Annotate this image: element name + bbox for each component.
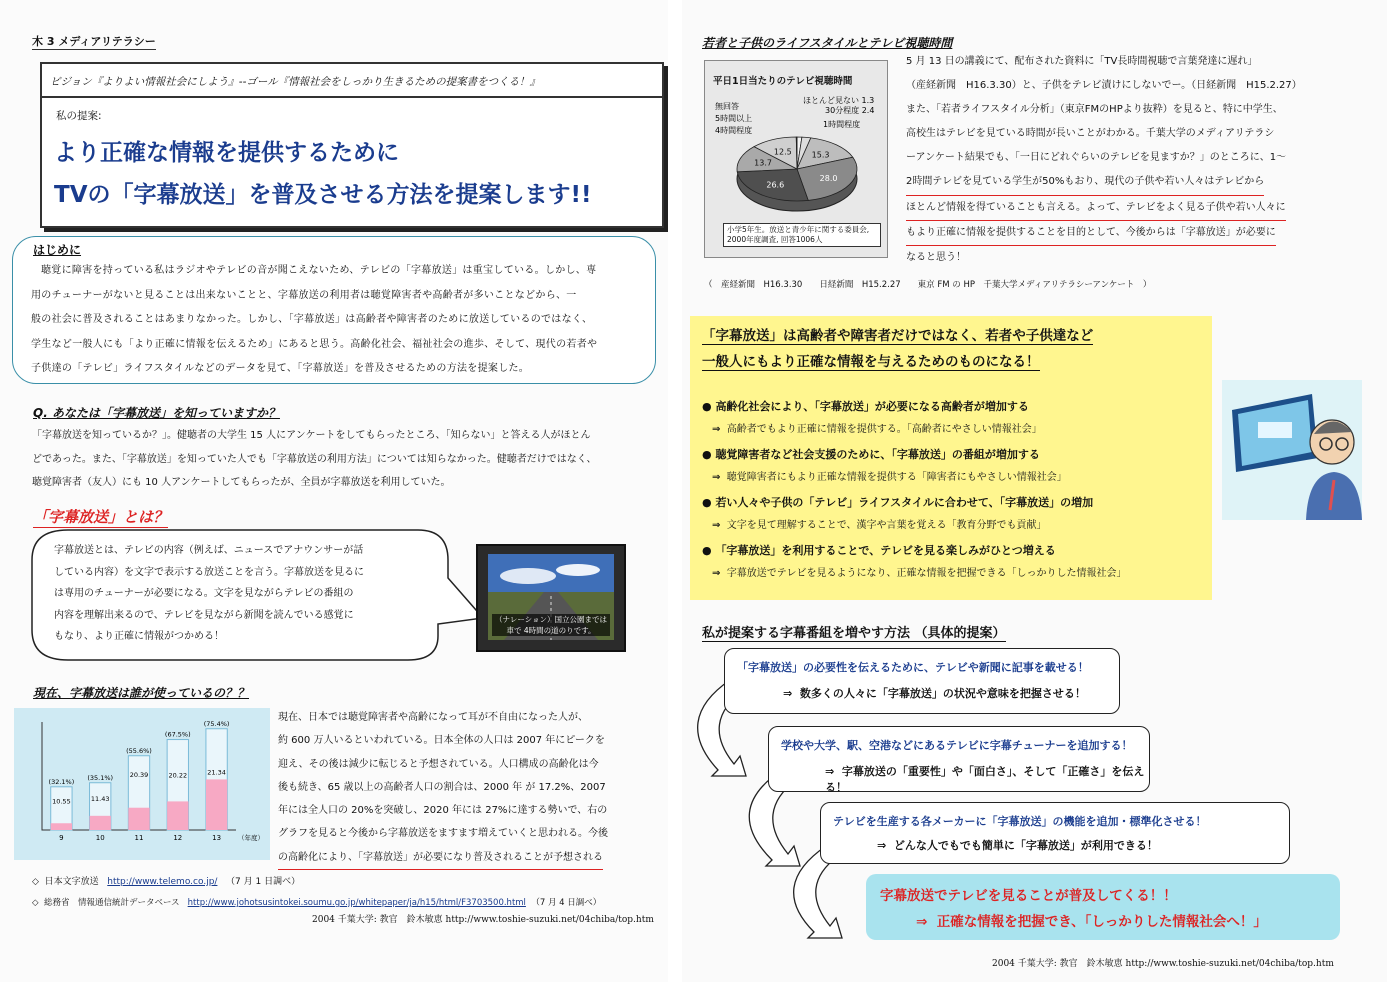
class-label: 木 3 メディアリテラシー	[32, 35, 156, 48]
final-line-1: 字幕放送でテレビを見ることが普及してくる！！	[880, 888, 1177, 904]
bullet-sub: 聴覚障害者にもより正確な情報を提供する「障害者にもやさしい情報社会」	[726, 472, 1067, 483]
ref-2: ◇ 総務省 情報通信統計データベース http://www.johotsusintokei.soumu.go.jp/whitepaper/ja/h15/html/F3703500.html （7 月 4 日調べ）	[32, 898, 602, 908]
ref-1: ◇ 日本文字放送 http://www.telemo.co.jp/ （7 月 1 日調べ）	[32, 877, 301, 887]
right-text	[906, 50, 1387, 270]
bubble-line: している内容）を文字で表示する放送ことを言う。字幕放送を見るに	[54, 566, 364, 578]
pie-source: 小学5年生。放送と青少年に関する委員会, 2000年度調査, 回答1006人	[723, 223, 881, 247]
pie-slice-label: 1時間程度	[823, 120, 861, 129]
bubble-line: 内容を理解出来るので、テレビを見ながら新聞を読んでいる感覚に	[54, 609, 354, 621]
bar-tick-label: 11	[134, 834, 144, 842]
bar-tick-label: 12	[173, 834, 183, 842]
final-box	[866, 874, 1340, 940]
intro-line: 学生など一般人にも「より正確に情報を伝えるため」にあると思う。高齢化社会、福祉社会の進歩、そして、現代の若者や	[31, 338, 598, 350]
step-title: 「字幕放送」の必要性を伝えるために、テレビや新聞に記事を載せる！	[737, 661, 1089, 674]
bullet-sub: 字幕放送でテレビを見るようになり、正確な情報を把握できる「しっかりした情報社会」	[726, 568, 1127, 579]
arrow-icon: ⇒	[712, 472, 721, 483]
bullet-dot-icon: ●	[702, 544, 716, 557]
bullet-sub: 高齢者でもより正確に情報を提供する。「高齢者にやさしい情報社会」	[726, 424, 1042, 435]
yellow-box	[690, 316, 1212, 600]
right-line: 5 月 13 日の講義にて、配布された資料に「TV長時間視聴で言葉発達に遅れ」	[906, 56, 1258, 67]
arrow-icon: ⇒	[877, 839, 887, 852]
intro-box	[12, 236, 656, 384]
right-line: 2時間テレビを見ている学生が50%もおり、現代の子供や若い人々はテレビから	[906, 170, 1264, 195]
bar-tick-label: 10	[95, 834, 105, 842]
bullet-sub: 文字を見て理解することで、漢字や言葉を覚える「教育分野でも貢献」	[726, 520, 1047, 531]
final-line-2	[916, 910, 1267, 930]
bar-label: (67.5%)	[164, 730, 191, 739]
bullet-item	[702, 446, 1127, 494]
pie-slice-label: 5時間以上	[715, 114, 753, 123]
step-title: 学校や大学、駅、空港などにあるテレビに字幕チューナーを追加する！	[781, 739, 1133, 752]
yellow-title-1: 「字幕放送」は高齢者や障害者だけではなく、若者や子供達など	[702, 324, 1093, 345]
who-line: 後も続き、65 歳以上の高齢者人口の割合は、2000 年 が 17.2%、2007	[278, 781, 606, 793]
bar-label: (32.1%)	[48, 777, 75, 786]
ref-link[interactable]: http://www.johotsusintokei.soumu.go.jp/whitepaper/ja/h15/html/F3703500.html	[187, 898, 526, 908]
q-heading: Q. あなたは「字幕放送」を知っていますか？	[33, 406, 280, 420]
step-box-3	[820, 802, 1290, 864]
who-line: グラフを見ると今後から字幕放送をますます増えていくと思われる。今後	[278, 828, 608, 840]
bar-segment	[206, 779, 227, 830]
right-line: なると思う！	[906, 251, 966, 263]
bar-segment	[167, 801, 188, 830]
who-line: 現在、日本では聴覚障害者や高齢になって耳が不自由になった人が、	[278, 712, 588, 723]
arrow-icon: ⇒	[916, 914, 928, 930]
ref-label: 総務省 情報通信統計データベース	[43, 898, 180, 908]
intro-line: 子供達の「テレビ」ライフスタイルなどのデータを見て、「字幕放送」を普及させるための方法を提案した。	[31, 363, 530, 374]
final-line-2-text: 正確な情報を把握でき、「しっかりした情報社会へ！」	[936, 914, 1267, 930]
bar-segment	[90, 816, 111, 830]
bar-value-label: 20.22	[168, 771, 188, 780]
q-line: 「字幕放送を知っているか？」。健聴者の大学生 15 人にアンケートをしてもらったところ、「知らない」と答える人がほとん	[32, 430, 591, 441]
page-title-line1: より正確な情報を提供するために	[54, 140, 399, 166]
bullet-item	[702, 494, 1127, 542]
step-result-text: 数多くの人々に「字幕放送」の状況や意味を把握させる！	[799, 687, 1086, 700]
step-result	[877, 837, 1158, 853]
intro-line: 用のチューナーがないと見ることは出来ないことと、字幕放送の利用者は聴覚障害者や高齢者が多いことなどから、一	[31, 289, 577, 301]
step-box-2	[768, 726, 1150, 792]
bar-tick-label: 9	[59, 834, 64, 842]
who-line: 年には全人口の 20%を突破し、2020 年には 27%に達する勢いで、右の	[278, 805, 608, 817]
bar-chart	[14, 708, 270, 860]
ref-date: （7 月 1 日調べ）	[226, 877, 301, 887]
tv-caption	[492, 614, 610, 636]
step-result-text: どんな人でもでも簡単に「字幕放送」が利用できる！	[893, 839, 1158, 852]
bubble-line: もなり、より正確に情報がつかめる！	[54, 631, 224, 642]
right-page	[682, 0, 1387, 982]
bullet-dot-icon: ●	[702, 496, 716, 509]
tv-viewer-illustration	[1222, 380, 1362, 520]
left-footer: 2004 千葉大学: 教官 鈴木敏恵 http://www.toshie-suzuki.net/04chiba/top.htm	[312, 915, 654, 925]
intro-text	[31, 259, 597, 382]
q-line: どであった。また、「字幕放送」を知っていた人でも「字幕放送の利用方法」については知らなかった。健聴者だけではなく、	[32, 453, 597, 465]
bullet-item	[702, 542, 1127, 590]
step-result-text: 字幕放送の「重要性」や「面白さ」、そして「正確さ」を伝える！	[825, 765, 1145, 794]
bar-segment	[128, 808, 149, 830]
bar-label: (35.1%)	[87, 773, 114, 782]
tv-caption-line: 車で 4時間の道のりです。	[506, 626, 596, 635]
bullet-main: 高齢化社会により、「字幕放送」が必要になる高齢者が増加する	[715, 400, 1029, 413]
bar-value-label: 11.43	[90, 795, 110, 804]
bar-tick-label: 13	[212, 834, 222, 842]
who-heading: 現在、字幕放送は誰が使っているの？？	[33, 686, 250, 700]
tv-screenshot	[476, 544, 626, 652]
who-text	[278, 706, 608, 870]
bullet-main: 聴覚障害者など社会支援のために、「字幕放送」の番組が増加する	[715, 448, 1040, 461]
step-title: テレビを生産する各メーカーに「字幕放送」の機能を追加・標準化させる！	[833, 815, 1207, 828]
pie-value-label: 12.5	[773, 147, 792, 157]
right-line: 高校生はテレビを見ている時間が長いことがわかる。千葉大学のメディアリテラシ	[906, 128, 1275, 140]
step-result	[825, 763, 1149, 795]
intro-line: 聴覚に障害を持っている私はラジオやテレビの音が聞こえないため、テレビの「字幕放送」は重宝している。しかし、専	[41, 265, 597, 276]
arrow-icon: ⇒	[712, 568, 721, 579]
ref-date: （7 月 4 日調べ）	[531, 898, 602, 908]
q-text	[32, 424, 597, 495]
right-line: もより正確に情報を提供することを目的として、今後からは「字幕放送」が必要に	[906, 221, 1276, 246]
page-title-line2: TVの「字幕放送」を普及させる方法を提案します!!	[54, 182, 592, 208]
bubble-text	[54, 540, 364, 648]
who-line: の高齢化により、「字幕放送」が必要になり普及されることが予想される	[278, 846, 603, 870]
bullet-main: 若い人々や子供の「テレビ」ライフスタイルに合わせて、「字幕放送」の増加	[715, 496, 1094, 509]
pie-value-label: 13.7	[754, 158, 772, 168]
pie-slice-label: 無回答	[715, 102, 739, 111]
pie-chart-box	[704, 60, 888, 258]
right-line: また、「若者ライフスタイル分析」（東京FMのHPより抜粋）を見ると、特に中学生、	[906, 104, 1283, 116]
right-line: ーアンケート結果でも、「一日にどれぐらいのテレビを見ますか？」のところに、1～	[906, 152, 1287, 164]
arrow-icon: ⇒	[825, 765, 835, 778]
ref-label: 日本文字放送	[44, 877, 99, 887]
right-line: ほとんど情報を得ていることも言える。よって、テレビをよく見る子供や若い人々に	[906, 196, 1286, 221]
proposal-label: 私の提案:	[56, 110, 102, 122]
bullet-dot-icon: ●	[702, 400, 716, 413]
bullet-list	[702, 398, 1127, 590]
step-box-1	[724, 648, 1120, 714]
who-line: 約 600 万人いるといわれている。日本全体の人口は 2007 年にピークを	[278, 735, 605, 747]
bar-value-label: 21.34	[207, 768, 226, 777]
arrow-icon: ⇒	[712, 424, 721, 435]
bar-segment	[51, 823, 72, 830]
intro-heading: はじめに	[33, 243, 82, 257]
bubble-line: 字幕放送とは、テレビの内容（例えば、ニュースでアナウンサーが話	[54, 545, 364, 556]
method-heading: 私が提案する字幕番組を増やす方法 （具体的提案）	[702, 622, 1006, 642]
bar-chart-box	[14, 708, 270, 860]
bullet-main: 「字幕放送」を利用することで、テレビを見る楽しみがひとつ増える	[715, 544, 1056, 557]
pie-value-label: 15.3	[811, 150, 830, 160]
arrow-icon: ⇒	[712, 520, 721, 531]
pie-value-label: 28.0	[819, 174, 838, 184]
section-heading: 若者と子供のライフスタイルとテレビ視聴時間	[702, 36, 953, 50]
bar-label: (75.4%)	[203, 719, 230, 728]
bullet-item	[702, 398, 1127, 446]
bar-value-label: 10.55	[52, 797, 71, 806]
pie-title: 平日1日当たりのテレビ視聴時間	[713, 76, 853, 87]
bullet-dot-icon: ●	[702, 448, 716, 461]
tv-caption-line: （ナレーション）国立公園までは	[494, 615, 608, 624]
pie-value-label: 26.6	[766, 180, 785, 190]
bubble-line: は専用のチューナーが必要になる。文字を見ながらテレビの番組の	[54, 588, 354, 599]
q-line: 聴覚障害者（友人）にも 10 人アンケートしてもらったが、全員が字幕放送を利用していた。	[32, 477, 451, 488]
vision-line: ビジョン『よりよい情報社会にしよう』--ゴール『情報社会をしっかり生きるための提案書をつくる！』	[50, 76, 541, 88]
bar-label: (55.6%)	[126, 746, 152, 755]
intro-line: 般の社会に普及されることはあまりなかった。しかし、「字幕放送」は高齢者や障害者のために放送しているのではなく、	[31, 314, 593, 325]
title-block	[40, 62, 664, 228]
bar-value-label: 20.39	[129, 770, 149, 779]
arrow-icon: ⇒	[783, 687, 793, 700]
bar-xlabel: （年度）	[238, 834, 264, 842]
right-line: （産経新聞 H16.3.30）と、子供をテレビ漬けにしないでー。（日経新聞 H15.2.27）	[906, 80, 1302, 92]
pie-slice-label: 30分程度 2.4	[825, 106, 875, 115]
step-result	[783, 685, 1086, 701]
pie-slice-label: ほとんど見ない 1.3	[803, 96, 875, 105]
what-heading: 「字幕放送」とは？	[33, 508, 169, 526]
yellow-title-2: 一般人にもより正確な情報を与えるためのものになる！	[702, 350, 1040, 371]
sources-line: （ 産経新聞 H16.3.30 日経新聞 H15.2.27 東京 FM の HP 千葉大学メディアリテラシーアンケート ）	[704, 280, 1152, 290]
pie-slice-label: 4時間程度	[715, 126, 753, 135]
ref-link[interactable]: http://www.telemo.co.jp/	[107, 877, 218, 887]
who-line: 迎え、その後は減少に転じると予想されている。人口構成の高齢化は今	[278, 758, 599, 770]
right-footer: 2004 千葉大学: 教官 鈴木敏恵 http://www.toshie-suzuki.net/04chiba/top.htm	[992, 959, 1334, 969]
left-page	[0, 0, 668, 982]
